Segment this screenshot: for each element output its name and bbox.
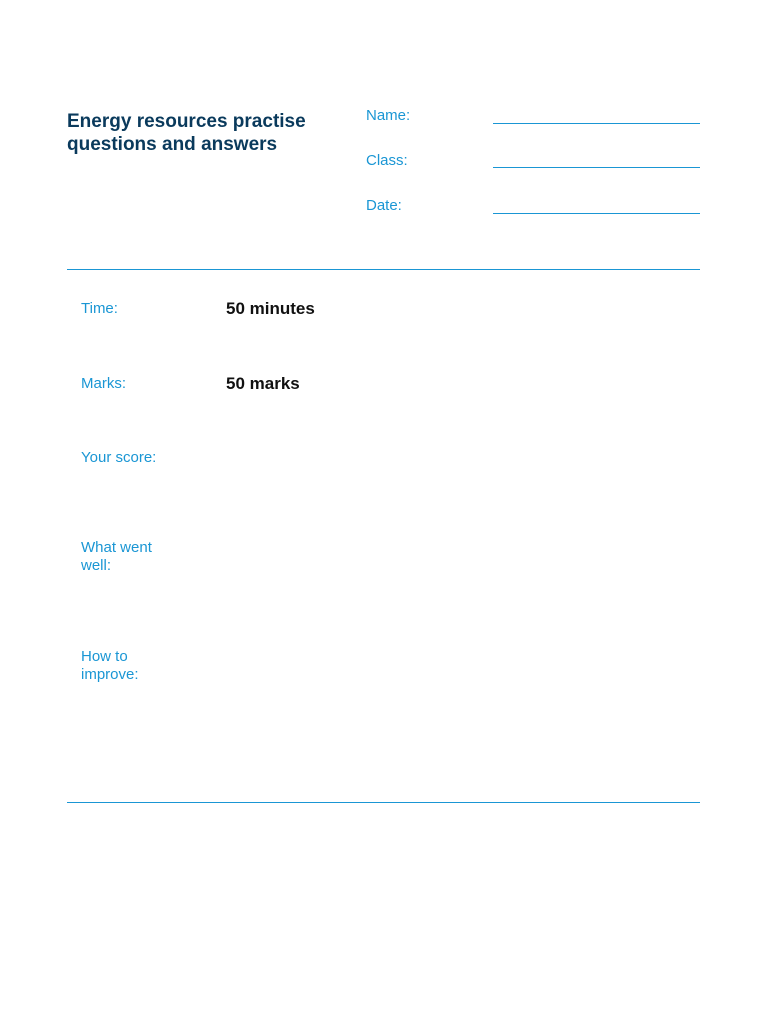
time-value: 50 minutes [226, 299, 315, 318]
name-write-line[interactable] [493, 123, 700, 124]
name-label: Name: [366, 107, 411, 124]
marks-label: Marks: [81, 375, 126, 392]
marks-value: 50 marks [226, 374, 300, 393]
bottom-divider [67, 802, 700, 803]
date-write-line[interactable] [493, 213, 700, 214]
went-well-label: What went well: [81, 539, 152, 574]
date-label: Date: [366, 197, 402, 214]
class-write-line[interactable] [493, 167, 700, 168]
class-label: Class: [366, 152, 408, 169]
improve-label: How to improve: [81, 648, 139, 683]
page-title: Energy resources practise questions and answers [67, 111, 306, 155]
top-divider [67, 269, 700, 270]
time-label: Time: [81, 300, 118, 317]
score-label: Your score: [81, 449, 157, 466]
